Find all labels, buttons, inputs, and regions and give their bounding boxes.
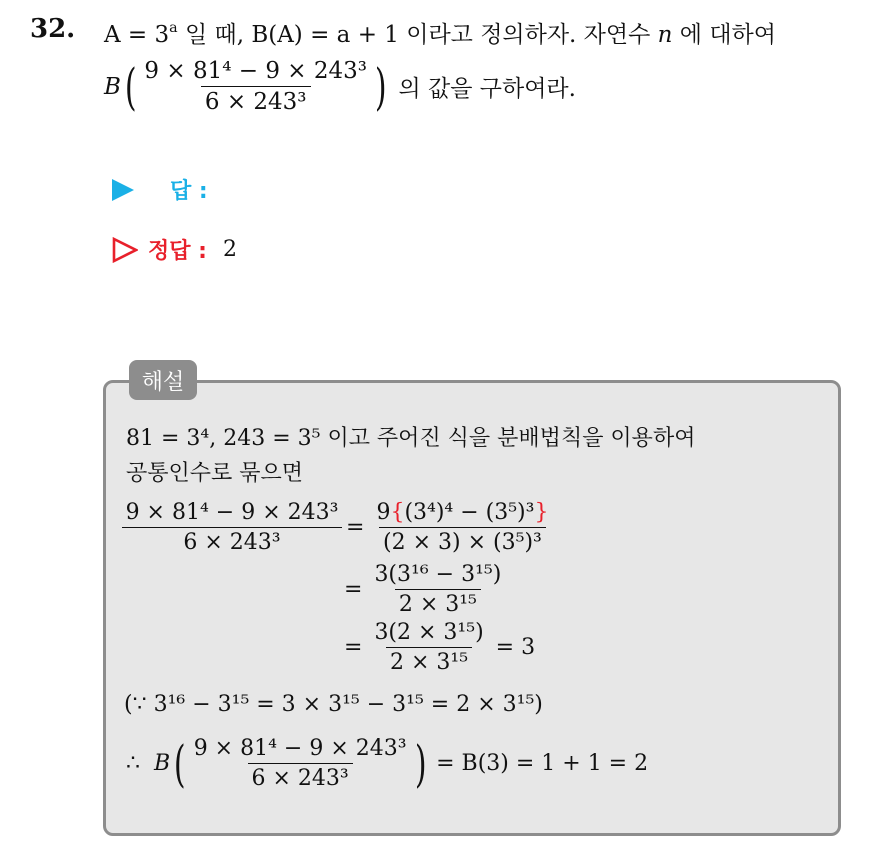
step1-rhs-numerator (372, 500, 552, 527)
step1-brace-close: } (534, 500, 549, 525)
solution-tag: 해설 (129, 360, 197, 400)
step3-equals: = (344, 635, 363, 660)
line1-middle: 일 때, B(A) = a + 1 이라고 정의하자. 자연수 (177, 22, 658, 48)
problem-fraction (140, 58, 371, 115)
problem-number: 32. (30, 14, 76, 44)
step3-result: = 3 (495, 635, 536, 660)
therefore-right-paren: ) (414, 734, 427, 793)
line2-suffix: 의 값을 구하여라. (398, 76, 576, 102)
function-name: B (104, 73, 121, 100)
right-paren: ) (374, 57, 387, 116)
solution-step3 (344, 620, 535, 675)
solution-because: (∵ 3¹⁶ − 3¹⁵ = 3 × 3¹⁵ − 3¹⁵ = 2 × 3¹⁵) (124, 692, 543, 717)
step2-equals: = (344, 577, 363, 602)
answer-row (112, 174, 208, 205)
line1-exponent: a (169, 19, 178, 36)
step1-rhs-coef: 9 (376, 500, 391, 525)
step1-brace-open: { (390, 500, 405, 525)
step3-denominator: 2 × 3¹⁵ (386, 647, 472, 675)
line1-prefix: A = 3 (104, 22, 170, 48)
answer-label: 답 : (170, 179, 208, 204)
therefore-left-paren: ( (174, 734, 186, 793)
solution-line1: 81 = 3⁴, 243 = 3⁵ 이고 주어진 식을 분배법칙을 이용하여 (126, 426, 696, 451)
step2-fraction (370, 562, 505, 617)
step1-lhs-fraction (126, 500, 338, 555)
problem-fraction-denominator: 6 × 243³ (201, 86, 311, 115)
outline-triangle-icon (112, 237, 138, 263)
step1-lhs-denominator: 6 × 243³ (122, 527, 342, 555)
problem-fraction-numerator: 9 × 81⁴ − 9 × 243³ (144, 58, 367, 84)
step2-denominator: 2 × 3¹⁵ (395, 589, 481, 617)
line1-variable-n: n (657, 22, 673, 48)
step2-numerator: 3(3¹⁶ − 3¹⁵) (374, 562, 502, 587)
solution-step1 (126, 500, 552, 555)
step1-rhs-inner: (3⁴)⁴ − (3⁵)³ (404, 500, 535, 525)
line1-suffix: 에 대하여 (672, 22, 776, 48)
therefore-symbol: ∴ (126, 751, 140, 776)
correct-answer-row (112, 234, 237, 265)
step1-rhs-fraction (372, 500, 552, 555)
therefore-numerator: 9 × 81⁴ − 9 × 243³ (193, 736, 407, 761)
solution-line2: 공통인수로 묶으면 (126, 461, 304, 486)
step3-fraction (370, 620, 487, 675)
solution-step2 (344, 562, 505, 617)
play-triangle-icon (112, 179, 134, 201)
step1-lhs-numerator: 9 × 81⁴ − 9 × 243³ (125, 500, 339, 525)
problem-statement-line1 (104, 16, 776, 49)
step1-equals: = (346, 515, 365, 540)
step1-rhs-denominator: (2 × 3) × (3⁵)³ (379, 527, 546, 555)
solution-therefore (126, 736, 648, 791)
therefore-function-name: B (154, 751, 171, 776)
therefore-fraction (190, 736, 411, 791)
left-paren: ( (124, 57, 137, 116)
correct-answer-value: 2 (222, 237, 237, 262)
correct-answer-label: 정답 : (148, 239, 207, 264)
therefore-denominator: 6 × 243³ (248, 763, 353, 791)
problem-statement-line2 (104, 58, 576, 115)
step3-numerator: 3(2 × 3¹⁵) (374, 620, 484, 645)
therefore-result: = B(3) = 1 + 1 = 2 (436, 751, 649, 776)
